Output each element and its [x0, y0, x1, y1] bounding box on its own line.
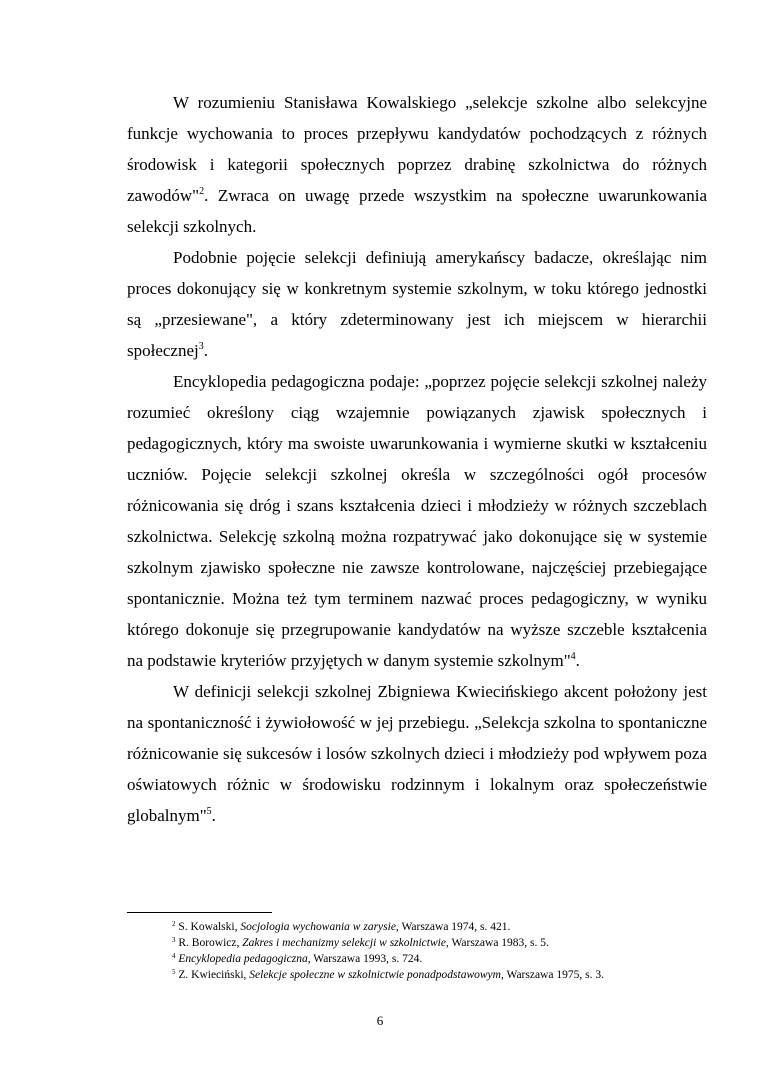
body-text	[127, 87, 707, 831]
footnote-number: 2	[172, 920, 176, 928]
paragraph-text: Encyklopedia pedagogiczna podaje: „poprzez pojęcie selekcji szkolnej należy rozumieć określony ciąg wzajemnie powiązanych zjawisk społecznych i pedagogicznych, który ma swoiste uwarunkowania i wymierne skutki w kształceniu uczniów. Pojęcie selekcji szkolnej określa w szczególności ogół procesów różnicowania się dróg i szans kształcenia dzieci i młodzieży w różnych szczeblach szkolnictwa. Selekcję szkolną można rozpatrywać jako dokonujące się w systemie szkolnym zjawisko społeczne nie zawsze kontrolowane, najczęściej przebiegające spontanicznie. Można też tym terminem nazwać proces pedagogiczny, w wyniku którego dokonuje się przegrupowanie kandydatów na wyższe szczeble kształcenia na podstawie kryteriów przyjętych w danym systemie szkolnym"	[127, 372, 707, 670]
paragraph-text: .	[575, 651, 580, 670]
footnote-number: 3	[172, 936, 176, 944]
paragraph-1	[127, 87, 707, 242]
paragraph-3	[127, 366, 707, 676]
footnote-reference[interactable]: 4	[570, 651, 576, 662]
footnote-reference[interactable]: 3	[198, 341, 204, 352]
footnote-title: Zakres i mechanizmy selekcji w szkolnictwie	[242, 937, 446, 949]
page-number: 6	[376, 1013, 384, 1028]
footnote-details: , Warszawa 1983, s. 5.	[445, 937, 549, 949]
footnote-title: Selekcje społeczne w szkolnictwie ponadpodstawowym	[249, 969, 501, 981]
paragraph-text: W rozumieniu Stanisława Kowalskiego „selekcje szkolne albo selekcyjne funkcje wychowania to proces przepływu kandydatów pochodzących z różnych środowisk i kategorii społecznych poprzez drabinę szkolnictwa do różnych zawodów"	[127, 93, 707, 205]
footnote-item	[172, 919, 712, 935]
footnote-reference[interactable]: 2	[199, 186, 205, 197]
footnote-title: Encyklopedia pedagogiczna	[178, 953, 308, 965]
paragraph-text: . Zwraca on uwagę przede wszystkim na społeczne uwarunkowania selekcji szkolnych.	[127, 186, 707, 236]
paragraph-text: W definicji selekcji szkolnej Zbigniewa Kwiecińskiego akcent położony jest na spontaniczność i żywiołowość w jej przebiegu. „Selekcja szkolna to spontaniczne różnicowanie się sukcesów i losów szkolnych dzieci i młodzieży pod wpływem poza oświatowych różnic w środowisku rodzinnym i lokalnym oraz społeczeństwie globalnym"	[127, 682, 707, 825]
footnote-author: S. Kowalski,	[178, 921, 241, 933]
paragraph-text: .	[211, 806, 216, 825]
footnote-number: 4	[172, 952, 176, 960]
footnote-number: 5	[172, 968, 176, 976]
footnote-reference[interactable]: 5	[206, 806, 212, 817]
paragraph-4	[127, 676, 707, 831]
footnote-separator	[127, 912, 272, 913]
footnote-details: , Warszawa 1975, s. 3.	[500, 969, 604, 981]
footnote-author: R. Borowicz,	[178, 937, 243, 949]
footnote-item	[172, 935, 712, 951]
paragraph-text: Podobnie pojęcie selekcji definiują amerykańscy badacze, określając nim proces dokonujący się w konkretnym systemie szkolnym, w toku którego jednostki są „przesiewane", a który zdeterminowany jest ich miejscem w hierarchii społecznej	[127, 248, 707, 360]
footnote-details: , Warszawa 1993, s. 724.	[307, 953, 423, 965]
footnote-item	[172, 951, 712, 967]
paragraph-text: .	[203, 341, 208, 360]
footnote-author: Z. Kwieciński,	[178, 969, 250, 981]
footnote-item	[172, 967, 712, 983]
paragraph-2	[127, 242, 707, 366]
footnote-details: , Warszawa 1974, s. 421.	[395, 921, 511, 933]
footnote-title: Socjologia wychowania w zarysie	[240, 921, 396, 933]
footnotes	[172, 919, 712, 983]
